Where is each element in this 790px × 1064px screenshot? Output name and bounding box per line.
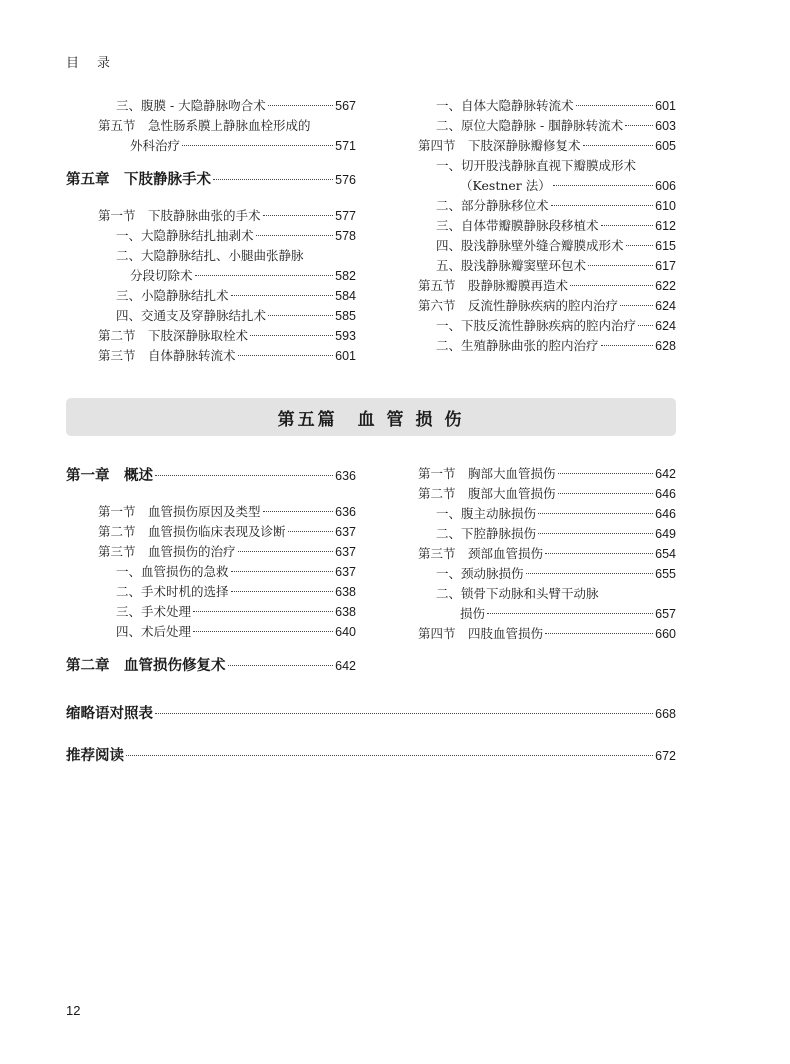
dot-leader	[268, 315, 333, 316]
page-number: 12	[66, 1003, 81, 1018]
toc-entry-page: 672	[655, 749, 676, 763]
toc-entry-page: 638	[335, 605, 356, 619]
toc-entry-page: 606	[655, 179, 676, 193]
dot-leader	[195, 275, 334, 276]
toc-entry-title: 一、颈动脉损伤	[436, 566, 524, 581]
toc-entry-title: 第一节 胸部大血管损伤	[418, 466, 556, 481]
toc-section[interactable]	[66, 136, 356, 156]
toc-entry-page: 578	[335, 229, 356, 243]
toc-item[interactable]	[418, 196, 676, 216]
toc-item[interactable]	[66, 96, 356, 116]
dot-leader	[288, 531, 334, 532]
dot-leader	[263, 215, 334, 216]
toc-entry-page: 654	[655, 547, 676, 561]
toc-item[interactable]	[418, 216, 676, 236]
toc-entry-title: 第一章 概述	[66, 468, 153, 484]
toc-item[interactable]	[418, 336, 676, 356]
toc-item[interactable]	[418, 316, 676, 336]
toc-entry-page: 655	[655, 567, 676, 581]
dot-leader	[213, 179, 333, 180]
toc-entry-title: 第六节 反流性静脉疾病的腔内治疗	[418, 298, 619, 313]
toc-entry-page: 657	[655, 607, 676, 621]
toc-entry-page: 582	[335, 269, 356, 283]
toc-entry-page: 603	[655, 119, 676, 133]
toc-entry-title: 一、下肢反流性静脉疾病的腔内治疗	[436, 318, 637, 333]
toc-chapter	[66, 702, 676, 726]
toc-entry-title: 第四节 四肢血管损伤	[418, 626, 544, 641]
toc-entry-page: 649	[655, 527, 676, 541]
toc-entry-title: 第三节 血管损伤的治疗	[98, 544, 236, 559]
toc-entry-title: 三、自体带瓣膜静脉段移植术	[436, 218, 599, 233]
toc-item[interactable]	[418, 256, 676, 276]
toc-entry-title: 二、手术时机的选择	[116, 584, 229, 599]
dot-leader	[625, 125, 653, 126]
toc-entry-title: 第三节 自体静脉转流术	[98, 348, 236, 363]
toc-item[interactable]	[66, 246, 356, 266]
toc-chapter	[66, 744, 676, 768]
toc-entry-title: 第二章 血管损伤修复术	[66, 658, 226, 674]
toc-entry-title: 二、原位大隐静脉 - 腘静脉转流术	[436, 118, 624, 133]
dot-leader	[193, 631, 333, 632]
toc-section[interactable]	[66, 522, 356, 542]
toc-entry-page: 642	[335, 659, 356, 673]
dot-leader	[231, 295, 334, 296]
toc-item[interactable]	[66, 582, 356, 602]
toc-entry-title: 第四节 下肢深静脉瓣修复术	[418, 138, 581, 153]
toc-item[interactable]	[418, 176, 676, 196]
toc-entry-page: 622	[655, 279, 676, 293]
toc-entry-title: （Kestner 法）	[460, 178, 551, 193]
toc-entry-title: 一、自体大隐静脉转流术	[436, 98, 574, 113]
dot-leader	[538, 533, 653, 534]
toc-item[interactable]	[66, 602, 356, 622]
toc-section[interactable]	[418, 276, 676, 296]
toc-chapter[interactable]	[66, 168, 356, 192]
dot-leader	[182, 145, 333, 146]
dot-leader	[576, 105, 654, 106]
toc-chapter[interactable]	[66, 464, 356, 488]
dot-leader	[558, 493, 654, 494]
toc-entry-page: 585	[335, 309, 356, 323]
dot-leader	[601, 225, 654, 226]
toc-section[interactable]	[66, 542, 356, 562]
toc-entry-page: 628	[655, 339, 676, 353]
dot-leader	[601, 345, 654, 346]
toc-item[interactable]	[418, 236, 676, 256]
toc-entry-title: 三、小隐静脉结扎术	[116, 288, 229, 303]
dot-leader	[620, 305, 653, 306]
toc-entry-abbreviations[interactable]	[66, 702, 676, 726]
toc-entry-title: 二、锁骨下动脉和头臂干动脉	[436, 586, 599, 601]
toc-entry-page: 617	[655, 259, 676, 273]
toc-item[interactable]	[418, 524, 676, 544]
toc-item[interactable]	[418, 156, 676, 176]
toc-entry-title: 二、下腔静脉损伤	[436, 526, 537, 541]
toc-entry-page: 571	[335, 139, 356, 153]
dot-leader	[238, 355, 334, 356]
toc-entry-page: 646	[655, 487, 676, 501]
toc-entry-title: 三、手术处理	[116, 604, 192, 619]
toc-entry-page: 646	[655, 507, 676, 521]
toc-section[interactable]	[66, 206, 356, 226]
toc-entry-page: 605	[655, 139, 676, 153]
dot-leader	[626, 245, 654, 246]
dot-leader	[250, 335, 333, 336]
toc-section[interactable]	[418, 624, 676, 644]
dot-leader	[263, 511, 334, 512]
toc-entry-page: 624	[655, 299, 676, 313]
toc-entry-page: 637	[335, 525, 356, 539]
toc-entry-page: 668	[655, 707, 676, 721]
dot-leader	[588, 265, 653, 266]
toc-entry-page: 636	[335, 469, 356, 483]
part-title-banner: 第五篇 血 管 损 伤	[66, 398, 676, 436]
dot-leader	[256, 235, 334, 236]
dot-leader	[268, 105, 333, 106]
dot-leader	[526, 573, 654, 574]
dot-leader	[155, 713, 653, 714]
toc-entry-title: 第二节 下肢深静脉取栓术	[98, 328, 249, 343]
toc-entry-page: 567	[335, 99, 356, 113]
toc-entry-page: 637	[335, 545, 356, 559]
toc-entry-page: 612	[655, 219, 676, 233]
toc-entry-page: 584	[335, 289, 356, 303]
toc-entry-title: 外科治疗	[130, 138, 181, 153]
toc-entry-title: 三、腹膜 - 大隐静脉吻合术	[116, 98, 266, 113]
toc-entry-title: 五、股浅静脉瓣窦壁环包术	[436, 258, 587, 273]
toc-entry-title: 第五节 股静脉瓣膜再造术	[418, 278, 569, 293]
toc-entry-title: 缩略语对照表	[66, 706, 153, 722]
toc-entry-title: 一、血管损伤的急救	[116, 564, 229, 579]
toc-entry-title: 二、大隐静脉结扎、小腿曲张静脉	[116, 248, 304, 263]
toc-entry-title: 推荐阅读	[66, 748, 124, 764]
toc-entry-page: 610	[655, 199, 676, 213]
toc-section[interactable]	[66, 346, 356, 366]
toc-entry-title: 分段切除术	[130, 268, 193, 283]
toc-entry-title: 四、股浅静脉壁外缝合瓣膜成形术	[436, 238, 624, 253]
toc-item[interactable]	[66, 562, 356, 582]
dot-leader	[545, 633, 653, 634]
toc-entry-title: 第二节 腹部大血管损伤	[418, 486, 556, 501]
dot-leader	[583, 145, 654, 146]
toc-entry-title: 二、生殖静脉曲张的腔内治疗	[436, 338, 599, 353]
toc-item[interactable]	[66, 286, 356, 306]
toc-item[interactable]	[418, 116, 676, 136]
dot-leader	[551, 205, 654, 206]
toc-entry-page: 640	[335, 625, 356, 639]
dot-leader	[487, 613, 653, 614]
toc-section[interactable]	[66, 502, 356, 522]
dot-leader	[231, 591, 334, 592]
toc-entry-title: 一、腹主动脉损伤	[436, 506, 537, 521]
toc-entry-page: 636	[335, 505, 356, 519]
toc-entry-title: 第五节 急性肠系膜上静脉血栓形成的	[98, 118, 311, 133]
toc-entry-page: 615	[655, 239, 676, 253]
toc-section[interactable]	[418, 296, 676, 316]
toc-entry-title: 一、切开股浅静脉直视下瓣膜成形术	[436, 158, 637, 173]
toc-item[interactable]	[66, 226, 356, 246]
toc-entry-page: 576	[335, 173, 356, 187]
dot-leader	[638, 325, 653, 326]
toc-entry-page: 601	[655, 99, 676, 113]
toc-item[interactable]	[418, 584, 676, 604]
toc-entry-title: 第一节 下肢静脉曲张的手术	[98, 208, 261, 223]
toc-chapter[interactable]	[66, 654, 356, 678]
toc-entry-title: 二、部分静脉移位术	[436, 198, 549, 213]
dot-leader	[553, 185, 653, 186]
toc-section[interactable]	[418, 544, 676, 564]
dot-leader	[545, 553, 653, 554]
toc-entry-title: 四、交通支及穿静脉结扎术	[116, 308, 267, 323]
running-header: 目录	[66, 56, 129, 71]
toc-section[interactable]	[418, 464, 676, 484]
dot-leader	[538, 513, 653, 514]
toc-item[interactable]	[418, 504, 676, 524]
toc-item[interactable]	[418, 604, 676, 624]
toc-entry-title: 损伤	[460, 606, 486, 621]
toc-entry-title: 第一节 血管损伤原因及类型	[98, 504, 261, 519]
toc-item[interactable]	[418, 96, 676, 116]
toc-entry-title: 第二节 血管损伤临床表现及诊断	[98, 524, 286, 539]
toc-item[interactable]	[66, 622, 356, 642]
toc-entry-recommended-reading[interactable]	[66, 744, 676, 768]
dot-leader	[193, 611, 333, 612]
toc-entry-page: 638	[335, 585, 356, 599]
toc-entry-title: 第五章 下肢静脉手术	[66, 172, 211, 188]
toc-entry-page: 593	[335, 329, 356, 343]
toc-section[interactable]	[66, 326, 356, 346]
toc-section[interactable]	[418, 484, 676, 504]
toc-entry-title: 四、术后处理	[116, 624, 192, 639]
toc-entry-page: 660	[655, 627, 676, 641]
dot-leader	[155, 475, 333, 476]
dot-leader	[570, 285, 653, 286]
toc-item[interactable]	[66, 266, 356, 286]
toc-entry-title: 第三节 颈部血管损伤	[418, 546, 544, 561]
dot-leader	[126, 755, 653, 756]
toc-entry-page: 637	[335, 565, 356, 579]
toc-item[interactable]	[66, 306, 356, 326]
dot-leader	[228, 665, 334, 666]
dot-leader	[558, 473, 654, 474]
toc-entry-page: 624	[655, 319, 676, 333]
dot-leader	[238, 551, 334, 552]
toc-entry-page: 642	[655, 467, 676, 481]
toc-item[interactable]	[418, 564, 676, 584]
toc-section[interactable]	[418, 136, 676, 156]
toc-entry-title: 一、大隐静脉结扎抽剥术	[116, 228, 254, 243]
toc-section[interactable]	[66, 116, 356, 136]
dot-leader	[231, 571, 334, 572]
toc-entry-page: 577	[335, 209, 356, 223]
toc-entry-page: 601	[335, 349, 356, 363]
